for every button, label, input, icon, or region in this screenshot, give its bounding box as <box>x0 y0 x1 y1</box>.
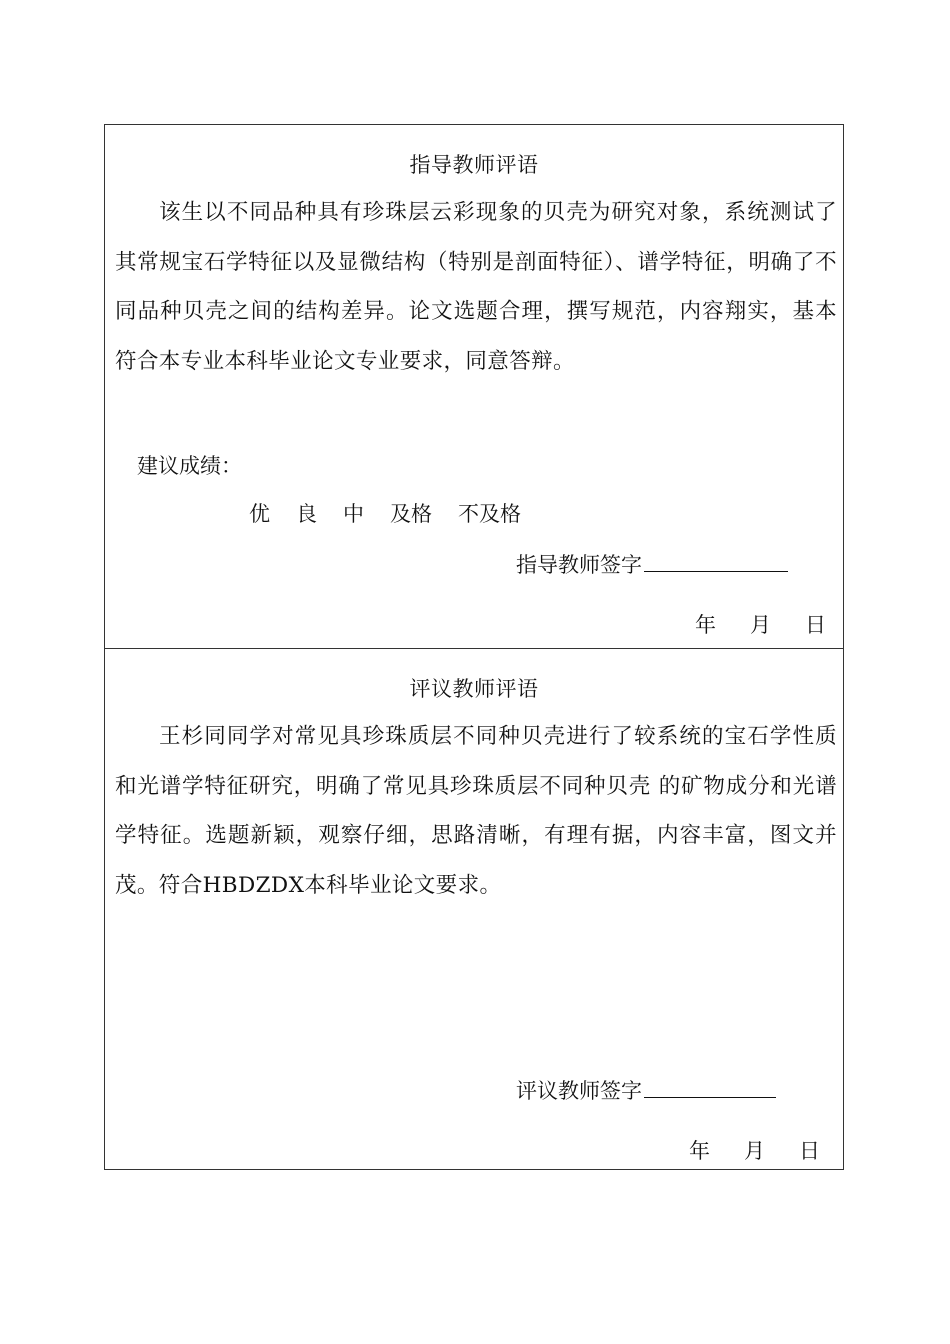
evaluation-form <box>104 124 844 1170</box>
advisor-date <box>695 609 826 639</box>
grade-excellent: 优 <box>249 502 270 526</box>
grade-fail: 不及格 <box>458 502 521 526</box>
reviewer-title: 评议教师评语 <box>409 677 539 701</box>
advisor-signature-label: 指导教师签字 <box>516 553 642 577</box>
reviewer-signature <box>516 1075 776 1105</box>
reviewer-section <box>105 649 843 1169</box>
advisor-date-day: 日 <box>805 613 826 637</box>
advisor-signature-line <box>644 553 788 572</box>
grade-good: 良 <box>296 502 317 526</box>
advisor-date-year: 年 <box>695 613 716 637</box>
grade-pass: 及格 <box>390 502 432 526</box>
reviewer-date-year: 年 <box>689 1139 710 1163</box>
grade-medium: 中 <box>343 502 364 526</box>
reviewer-date-day: 日 <box>799 1139 820 1163</box>
reviewer-date-month: 月 <box>744 1139 765 1163</box>
advisor-section <box>105 125 843 649</box>
advisor-signature <box>516 549 788 579</box>
reviewer-comment: 王杉同同学对常见具珍珠质层不同种贝壳进行了较系统的宝石学性质和光谱学特征研究，明确了常见具珍珠质层不同种贝壳 的矿物成分和光谱学特征。选题新颖，观察仔细，思路清晰，有理有据，内容丰富，图文并茂。符合HBDZDX本科毕业论文要求。 <box>115 724 837 898</box>
advisor-comment: 该生以不同品种具有珍珠层云彩现象的贝壳为研究对象，系统测试了其常规宝石学特征以及显微结构（特别是剖面特征）、谱学特征，明确了不同品种贝壳之间的结构差异。论文选题合理，撰写规范，内容翔实，基本符合本专业本科毕业论文专业要求，同意答辩。 <box>115 200 837 374</box>
reviewer-signature-label: 评议教师签字 <box>516 1079 642 1103</box>
suggested-grade-label: 建议成绩： <box>137 454 242 478</box>
reviewer-date <box>689 1135 820 1165</box>
reviewer-signature-line <box>644 1079 776 1098</box>
grade-options <box>249 498 521 528</box>
advisor-date-month: 月 <box>750 613 771 637</box>
advisor-title: 指导教师评语 <box>409 153 539 177</box>
